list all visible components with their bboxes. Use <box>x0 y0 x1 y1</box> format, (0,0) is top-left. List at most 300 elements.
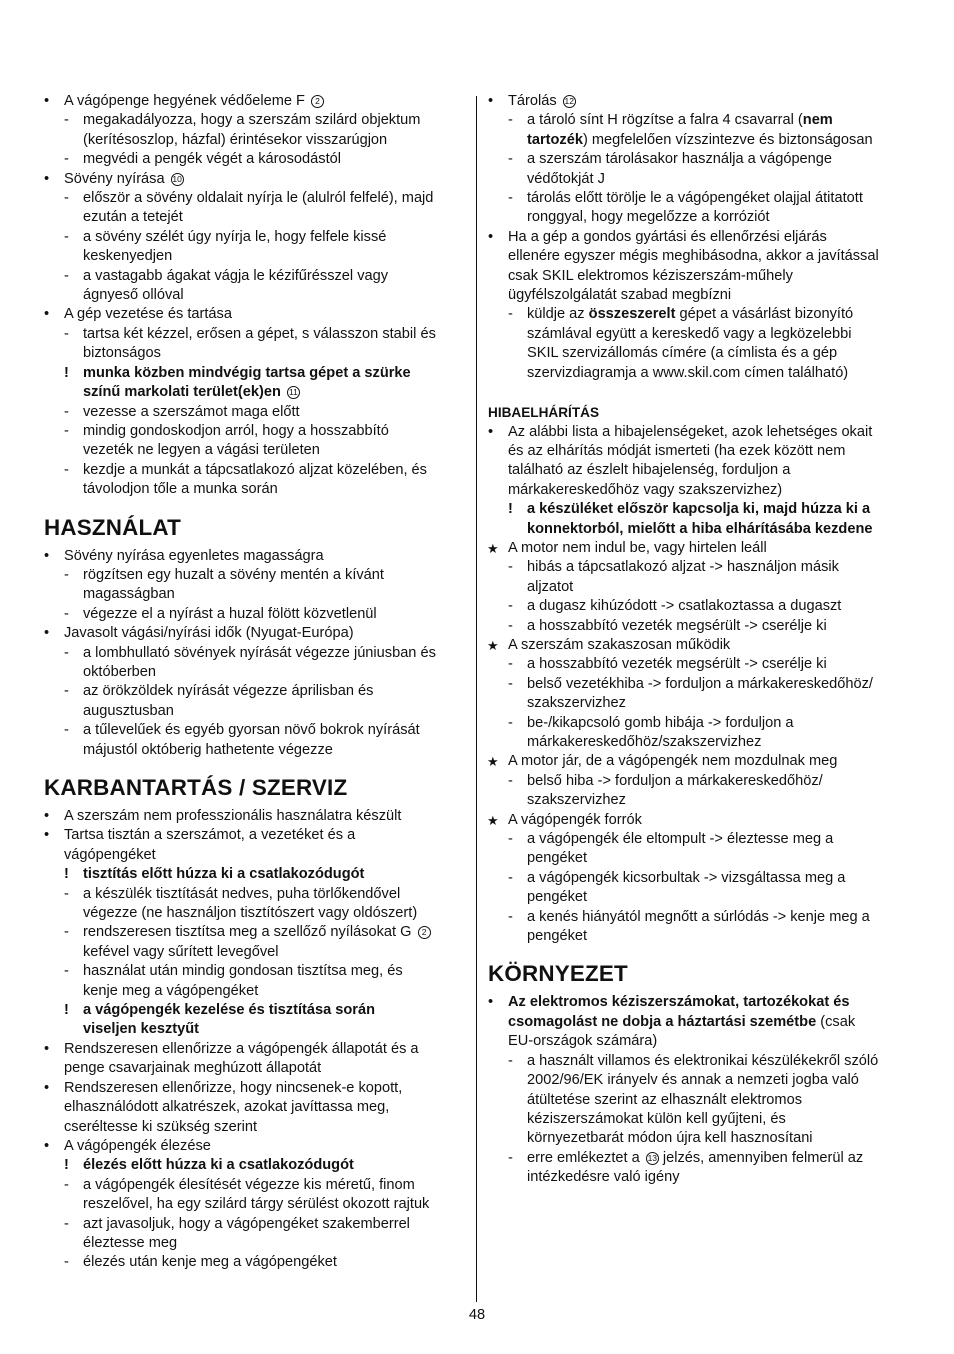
line-text <box>488 578 912 597</box>
circled-number-icon: 2 <box>418 926 431 939</box>
text-run: a szerszám tárolásakor használja a vágópenge <box>527 151 833 168</box>
list-marker: - <box>64 1254 69 1271</box>
text-run: a vastagabb ágakat vágja le kézifűrésszel vagy <box>83 267 389 284</box>
text-run: a hosszabbító vezeték megsérült -> cserélje ki <box>527 617 827 634</box>
line-text <box>488 636 912 655</box>
dash-item <box>44 422 467 441</box>
line-text <box>44 1079 467 1098</box>
text-run: a kenés hiányától megnőtt a súrlódás -> kenje meg a <box>527 908 870 925</box>
text-run: megvédi a pengék végét a károsodástól <box>83 151 341 168</box>
continuation-line <box>488 442 912 461</box>
text-run: rendszeresen tisztítsa meg a szellőző nyílásokat G <box>83 924 416 941</box>
line-text <box>488 655 912 674</box>
continuation-line <box>44 1059 467 1078</box>
continuation-line <box>488 1129 912 1148</box>
dash-item <box>488 617 912 636</box>
dash-item <box>488 772 912 791</box>
line-text <box>488 208 912 227</box>
list-marker: - <box>64 325 69 342</box>
dash-item <box>44 682 467 701</box>
line-text <box>44 383 467 402</box>
star-marker-icon: ★ <box>487 754 499 770</box>
continuation-line <box>488 461 912 480</box>
text-run: szervizdiagramja a www.skil.com címen található) <box>527 364 849 381</box>
dash-item <box>44 189 467 208</box>
bold-text: élezés előtt húzza ki a csatlakozódugót <box>83 1157 354 1174</box>
list-marker: • <box>488 423 494 440</box>
dash-item <box>488 189 912 208</box>
continuation-line <box>488 694 912 713</box>
line-text <box>44 566 467 585</box>
text-run: ügyfélszolgálatát szabad megbízni <box>508 287 732 304</box>
warning-item <box>44 865 467 884</box>
line-text <box>488 849 912 868</box>
line-text <box>488 888 912 907</box>
continuation-line <box>488 927 912 946</box>
continuation-line <box>44 846 467 865</box>
line-text <box>44 170 467 189</box>
continuation-line <box>44 663 467 682</box>
text-run: használat után mindig gondosan tisztítsa meg, és <box>83 963 403 980</box>
list-marker: - <box>508 617 513 634</box>
text-run: szakszervizhez <box>527 792 626 809</box>
line-text <box>44 305 467 324</box>
bold-text: viseljen kesztyűt <box>83 1021 199 1038</box>
list-marker: • <box>44 547 50 564</box>
text-run: Az alábbi lista a hibajelenségeket, azok lehetséges okait <box>508 423 873 440</box>
line-text <box>44 92 467 111</box>
text-run: Sövény nyírása <box>64 170 169 187</box>
text-run: a készülék tisztítását nedves, puha törlőkendővel <box>83 885 401 902</box>
continuation-line <box>44 1098 467 1117</box>
continuation-line <box>488 888 912 907</box>
line-text <box>488 927 912 946</box>
line-text <box>488 993 912 1012</box>
left-column <box>44 92 467 1273</box>
bullet-item <box>44 807 467 826</box>
text-run: végezze el a nyírást a huzal fölött közvetlenül <box>83 605 377 622</box>
line-text <box>488 539 912 558</box>
line-text <box>44 1040 467 1059</box>
bullet-item <box>44 1040 467 1059</box>
line-text <box>488 364 912 383</box>
bold-text: színű markolati terület(ek)en <box>83 384 285 401</box>
line-text <box>44 150 467 169</box>
warning-marker: ! <box>508 501 513 518</box>
continuation-line <box>488 1110 912 1129</box>
text-run: Javasolt vágási/nyírási idők (Nyugat-Európa) <box>64 625 354 642</box>
list-marker: - <box>64 228 69 245</box>
list-marker: • <box>44 170 50 187</box>
text-run: intézkedésre való igény <box>527 1169 680 1186</box>
text-run: vezesse a szerszámot maga előtt <box>83 403 300 420</box>
list-marker: - <box>64 190 69 207</box>
list-marker: - <box>508 1052 513 1069</box>
text-run: kezdje a munkát a tápcsatlakozó aljzat közelében, és <box>83 461 427 478</box>
line-text <box>44 1020 467 1039</box>
line-text <box>44 111 467 130</box>
text-run: pengéket <box>527 850 588 867</box>
line-text <box>488 752 912 771</box>
warning-item <box>488 500 912 519</box>
line-text <box>44 826 467 845</box>
continuation-line <box>488 247 912 266</box>
dash-item <box>488 305 912 324</box>
trouble-item <box>488 539 912 558</box>
text-run: (kerítésoszlop, házfal) érintésekor visszarúgjon <box>83 131 388 148</box>
list-marker: - <box>508 559 513 576</box>
text-run: Rendszeresen ellenőrizze, hogy nincsenek-e kopott, <box>64 1079 403 1096</box>
text-run: A vágópengék forrók <box>508 811 642 828</box>
text-run: ezután a tetejét <box>83 209 183 226</box>
line-text <box>44 885 467 904</box>
line-text <box>44 422 467 441</box>
list-marker: • <box>44 93 50 109</box>
dash-item <box>44 721 467 740</box>
list-marker: - <box>508 656 513 673</box>
text-run: A motor nem indul be, vagy hirtelen leáll <box>508 539 767 556</box>
warning-item <box>44 364 467 383</box>
page-number: 48 <box>468 1307 486 1323</box>
dash-item <box>44 111 467 130</box>
list-marker: • <box>44 827 50 844</box>
line-text <box>44 807 467 826</box>
text-run: kenje meg a vágópengéket <box>83 982 259 999</box>
list-marker: - <box>508 675 513 692</box>
text-run: A vágópengék élezése <box>64 1137 211 1154</box>
line-text <box>488 228 912 247</box>
dash-item <box>488 655 912 674</box>
line-text <box>488 423 912 442</box>
text-run: A gép vezetése és tartása <box>64 306 232 323</box>
continuation-line <box>488 170 912 189</box>
left-intro-list <box>44 92 467 500</box>
trouble-item <box>488 752 912 771</box>
text-run: távolodjon tőle a munka során <box>83 481 278 498</box>
line-text <box>44 962 467 981</box>
continuation-line <box>488 733 912 752</box>
line-text <box>44 702 467 721</box>
line-text <box>488 150 912 169</box>
line-text <box>44 441 467 460</box>
line-text <box>44 663 467 682</box>
text-run: a dugasz kihúzódott -> csatlakoztassa a dugaszt <box>527 598 842 615</box>
continuation-line <box>44 247 467 266</box>
list-marker: - <box>64 605 69 622</box>
line-text <box>44 605 467 624</box>
text-run: ágnyeső ollóval <box>83 287 184 304</box>
text-run: aljzatot <box>527 578 574 595</box>
dash-item <box>488 714 912 733</box>
dash-item <box>44 885 467 904</box>
continuation-line <box>44 286 467 305</box>
text-run: tartsa két kézzel, erősen a gépet, s válasszon stabil és <box>83 325 436 342</box>
text-run: Tárolás <box>508 93 561 109</box>
continuation-line <box>44 943 467 962</box>
text-run: védőtokját J <box>527 170 605 187</box>
text-run: mindig gondoskodjon arról, hogy a hosszabbító <box>83 422 389 439</box>
line-text <box>488 481 912 500</box>
dash-item <box>488 597 912 616</box>
list-marker: - <box>508 151 513 168</box>
line-text <box>44 1156 467 1175</box>
star-marker-icon: ★ <box>487 637 499 653</box>
text-run: A szerszám szakaszosan működik <box>508 636 731 653</box>
text-run: be-/kikapcsoló gomb hibája -> forduljon a <box>527 714 794 731</box>
line-text <box>488 325 912 344</box>
list-marker: • <box>44 808 50 824</box>
line-text <box>44 846 467 865</box>
line-text <box>488 520 912 539</box>
list-marker: - <box>64 924 69 941</box>
text-run: márkakereskedőhöz vagy szakszervizhez) <box>508 481 783 498</box>
line-text <box>44 1234 467 1253</box>
line-text <box>488 442 912 461</box>
text-run: belső hiba -> forduljon a márkakereskedőhöz/ <box>527 772 823 789</box>
line-text <box>44 1195 467 1214</box>
text-run: SKIL szervizállomás címére (a címlista és a gép <box>527 345 838 362</box>
list-marker: • <box>44 1137 50 1154</box>
list-marker: - <box>508 190 513 207</box>
list-marker: - <box>508 598 513 615</box>
text-run: biztonságos <box>83 345 161 362</box>
column-divider <box>476 96 477 1302</box>
text-run: Tartsa tisztán a szerszámot, a vezetéket és a <box>64 827 356 844</box>
line-text <box>488 772 912 791</box>
line-text <box>488 830 912 849</box>
continuation-line <box>488 325 912 344</box>
text-run: cseréltesse ki szükség szerint <box>64 1118 258 1135</box>
bold-text: munka közben mindvégig tartsa gépet a szürke <box>83 364 411 381</box>
dash-item <box>44 461 467 480</box>
bold-text: Az elektromos kéziszerszámokat, tartozékokat és <box>508 994 850 1011</box>
list-marker: - <box>508 831 513 848</box>
text-run: a tároló sínt H rögzítse a falra 4 csavarral ( <box>527 112 803 129</box>
text-run: augusztusban <box>83 702 174 719</box>
line-text <box>44 1176 467 1195</box>
line-text <box>488 733 912 752</box>
line-text <box>488 305 912 324</box>
bold-text: tartozék <box>527 131 583 148</box>
warning-marker: ! <box>64 364 69 381</box>
continuation-line <box>44 741 467 760</box>
section-title-hasznalat: HASZNÁLAT <box>44 514 181 540</box>
section-title-kornyezet: KÖRNYEZET <box>488 961 628 987</box>
line-text <box>488 92 912 111</box>
bullet-item <box>488 228 912 247</box>
text-run: pengéket <box>527 889 588 906</box>
continuation-line <box>488 1091 912 1110</box>
continuation-line <box>44 208 467 227</box>
bold-text: összeszerelt <box>588 306 676 323</box>
bold-text: csomagolást ne dobja a háztartási szemétbe <box>508 1013 817 1030</box>
dash-item <box>44 962 467 981</box>
text-run: Sövény nyírása egyenletes magasságra <box>64 547 324 564</box>
list-marker: - <box>64 422 69 439</box>
hibaelharitas-list <box>488 423 912 947</box>
star-marker-icon: ★ <box>487 812 499 828</box>
list-marker: - <box>508 772 513 789</box>
list-marker: • <box>488 228 494 245</box>
karbantartas-list <box>44 807 467 1273</box>
text-run: októberben <box>83 663 157 680</box>
line-text <box>44 1001 467 1020</box>
list-marker: • <box>44 625 50 642</box>
text-run: először a sövény oldalait nyírja le (alulról felfelé), majd <box>83 190 434 207</box>
text-run: magasságban <box>83 586 175 603</box>
line-text <box>44 865 467 884</box>
line-text <box>488 1091 912 1110</box>
line-text <box>488 694 912 713</box>
dash-item <box>44 566 467 585</box>
text-run: vágópengéket <box>64 846 156 863</box>
bullet-item <box>44 170 467 189</box>
line-text <box>488 811 912 830</box>
list-marker: - <box>508 1149 513 1166</box>
circled-number-icon: 12 <box>564 96 574 106</box>
line-text <box>44 682 467 701</box>
continuation-line <box>488 578 912 597</box>
text-run: kéziszerszámokat külön kell gyűjteni, és <box>527 1110 786 1127</box>
list-marker: - <box>508 112 513 129</box>
continuation-line <box>44 702 467 721</box>
text-run: A vágópenge hegyének védőeleme F <box>64 93 310 109</box>
bullet-item <box>488 423 912 442</box>
continuation-line <box>488 344 912 363</box>
text-run: csak SKIL elektromos kéziszerszám-műhely <box>508 267 793 284</box>
list-marker: - <box>64 461 69 478</box>
continuation-line <box>488 364 912 383</box>
line-text <box>44 364 467 383</box>
warning-marker: ! <box>64 1157 69 1174</box>
dash-item <box>488 558 912 577</box>
continuation-line <box>44 585 467 604</box>
line-text <box>488 1149 912 1168</box>
dash-item <box>44 150 467 169</box>
text-run: hibás a tápcsatlakozó aljzat -> használjon másik <box>527 559 839 576</box>
continuation-line <box>44 344 467 363</box>
dash-item <box>488 675 912 694</box>
continuation-line <box>488 131 912 150</box>
line-text <box>44 403 467 422</box>
continuation-line <box>44 131 467 150</box>
list-marker: - <box>64 644 69 661</box>
continuation-line <box>44 441 467 460</box>
text-run: ellenére egyszer mégis meghibásodna, akkor a javítással <box>508 248 879 265</box>
bullet-item <box>44 1137 467 1156</box>
warning-item <box>44 1001 467 1020</box>
text-run: 2002/96/EK irányelv és annak a nemzeti jogba való <box>527 1072 859 1089</box>
text-run: vezeték ne legyen a vágási területen <box>83 442 320 459</box>
dash-item <box>44 228 467 247</box>
warning-item <box>44 1156 467 1175</box>
text-run: a vágópengék éle eltompult -> éleztesse meg a <box>527 831 834 848</box>
bold-text: a készüléket először kapcsolja ki, majd húzza ki a <box>527 501 871 518</box>
continuation-line <box>488 1013 912 1032</box>
text-run: ronggyal, hogy megelőzze a korróziót <box>527 209 770 226</box>
text-run: Rendszeresen ellenőrizze a vágópengék állapotát és a <box>64 1040 419 1057</box>
text-run: EU-országok számára) <box>508 1033 658 1050</box>
continuation-line <box>488 1032 912 1051</box>
line-text <box>488 908 912 927</box>
text-run: A motor jár, de a vágópengék nem mozdulnak meg <box>508 753 838 770</box>
text-run: található az észlelt hibajelenség, forduljon a <box>508 462 791 479</box>
text-run: és az elhárítás módját ismerteti (ha ezek között nem <box>508 442 846 459</box>
dash-item <box>488 869 912 888</box>
line-text <box>488 791 912 810</box>
bullet-item <box>44 826 467 845</box>
hasznalat-list <box>44 547 467 760</box>
continuation-line <box>488 1071 912 1090</box>
dash-item <box>44 923 467 942</box>
line-text <box>44 247 467 266</box>
line-text <box>44 228 467 247</box>
line-text <box>44 208 467 227</box>
dash-item <box>488 111 912 130</box>
text-run: A szerszám nem professzionális használatra készült <box>64 808 402 824</box>
dash-item <box>488 908 912 927</box>
continuation-line <box>488 791 912 810</box>
trouble-item <box>488 811 912 830</box>
text-run: végezze (ne használjon tisztítószert vagy oldószert) <box>83 905 418 922</box>
list-marker: • <box>44 1079 50 1096</box>
continuation-line <box>44 982 467 1001</box>
continuation-line <box>44 1020 467 1039</box>
text-run: elhasználódott alkatrészek, azokat javíttassa meg, <box>64 1099 390 1116</box>
bullet-item <box>44 624 467 643</box>
line-text <box>44 325 467 344</box>
list-marker: • <box>44 1040 50 1057</box>
list-marker: - <box>64 1215 69 1232</box>
continuation-line <box>488 208 912 227</box>
list-marker: - <box>508 714 513 731</box>
continuation-line <box>488 481 912 500</box>
line-text <box>44 721 467 740</box>
bold-text: a vágópengék kezelése és tisztítása során <box>83 1002 376 1019</box>
warning-marker: ! <box>64 1002 69 1019</box>
list-marker: - <box>508 306 513 323</box>
list-marker: - <box>64 683 69 700</box>
line-text <box>44 923 467 942</box>
text-run: a sövény szélét úgy nyírja le, hogy felfele kissé <box>83 228 387 245</box>
list-marker: - <box>64 722 69 739</box>
circled-number-icon: 13 <box>647 1152 658 1163</box>
line-text <box>44 585 467 604</box>
line-text <box>488 170 912 189</box>
line-text <box>44 624 467 643</box>
continuation-line <box>44 480 467 499</box>
dash-item <box>44 403 467 422</box>
dash-item <box>488 150 912 169</box>
text-run: jelzés, amennyiben felmerül az <box>658 1149 864 1166</box>
line-text <box>488 1052 912 1071</box>
text-run: az örökzöldek nyírását végezze áprilisban és <box>83 683 374 700</box>
line-text <box>44 189 467 208</box>
continuation-line <box>488 286 912 305</box>
line-text <box>44 904 467 923</box>
text-run: a vágópengék élesítését végezze kis méretű, finom <box>83 1176 415 1193</box>
continuation-line <box>488 1168 912 1187</box>
line-text <box>488 714 912 733</box>
line-text <box>488 675 912 694</box>
text-run: tárolás előtt törölje le a vágópengéket olajjal átitatott <box>527 190 863 207</box>
line-text <box>44 1215 467 1234</box>
line-text <box>488 558 912 577</box>
line-text <box>488 286 912 305</box>
circled-number-icon: 10 <box>172 173 182 184</box>
text-run: márkakereskedőhöz/szakszervizhez <box>527 734 762 750</box>
circled-number-icon: 11 <box>287 386 300 399</box>
